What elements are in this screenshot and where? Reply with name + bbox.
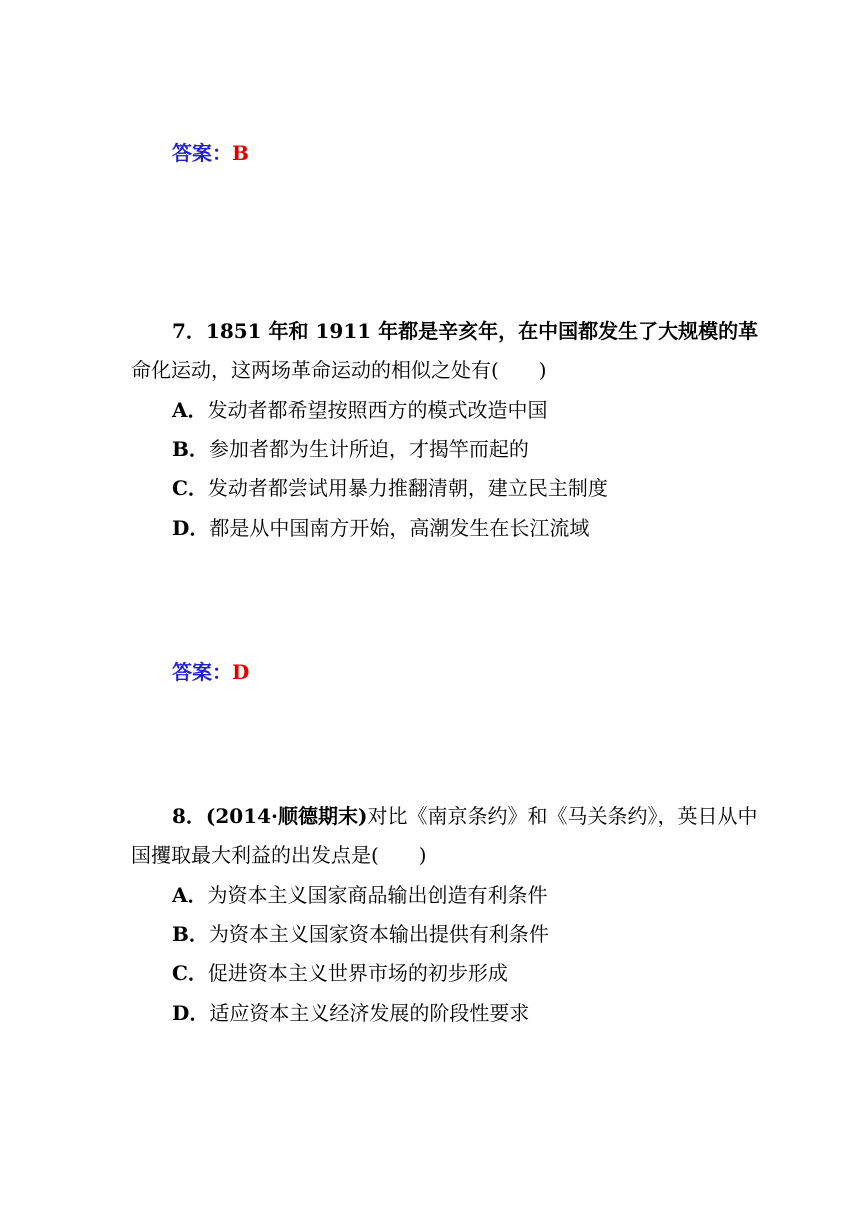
option-text: 为资本主义国家商品输出创造有利条件	[207, 883, 548, 907]
question-7-line-2	[131, 356, 547, 384]
question-text: 命化运动，这两场革命运动的相似之处有( )	[131, 358, 547, 382]
answer-value: D	[232, 660, 250, 684]
option-c	[172, 959, 508, 987]
question-7-line-1	[172, 317, 758, 345]
answer-label: 答案：	[172, 141, 232, 165]
question-8-line-2	[131, 841, 427, 869]
option-a	[172, 881, 548, 909]
option-letter: B．	[172, 437, 209, 461]
option-letter: A．	[172, 883, 208, 907]
option-text: 适应资本主义经济发展的阶段性要求	[209, 1001, 530, 1025]
option-letter: A．	[172, 398, 208, 422]
question-source: (2014·顺德期末)	[205, 804, 368, 828]
option-text: 都是从中国南方开始，高潮发生在长江流域	[209, 516, 590, 540]
question-number: 8．	[172, 804, 206, 828]
answer-value: B	[232, 141, 249, 165]
answer-label: 答案：	[172, 660, 232, 684]
question-text: 对比《南京条约》和《马关条约》，英日从中	[367, 804, 758, 828]
option-b	[172, 920, 549, 948]
option-text: 参加者都为生计所迫，才揭竿而起的	[208, 437, 529, 461]
question-text: 1851 年和 1911 年都是辛亥年，在中国都发生了大规模的革	[205, 319, 759, 343]
option-b	[172, 435, 529, 463]
option-letter: D．	[172, 1001, 210, 1025]
option-d	[172, 514, 589, 542]
option-text: 为资本主义国家资本输出提供有利条件	[208, 922, 549, 946]
option-letter: B．	[172, 922, 209, 946]
option-text: 发动者都尝试用暴力推翻清朝，建立民主制度	[207, 476, 608, 500]
option-d	[172, 999, 529, 1027]
question-8-line-1	[172, 802, 757, 830]
option-letter: D．	[172, 516, 210, 540]
answer-line	[172, 139, 249, 167]
answer-line	[172, 658, 249, 686]
question-number: 7．	[172, 319, 206, 343]
option-text: 发动者都希望按照西方的模式改造中国	[207, 398, 548, 422]
option-letter: C．	[172, 961, 208, 985]
option-letter: C．	[172, 476, 208, 500]
option-text: 促进资本主义世界市场的初步形成	[207, 961, 508, 985]
question-text: 国攫取最大利益的出发点是( )	[131, 843, 427, 867]
option-c	[172, 474, 608, 502]
option-a	[172, 396, 548, 424]
